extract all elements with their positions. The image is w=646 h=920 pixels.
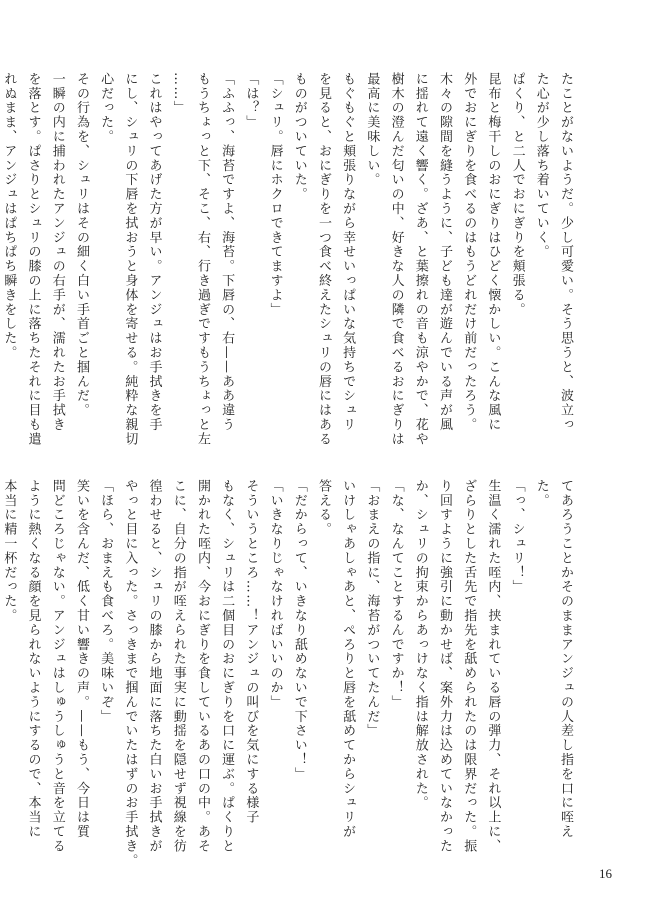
text-line: 昆布と梅干しのおにぎりはひどく懐かしい。こんな風に — [485, 72, 501, 432]
bottom-text-block — [1, 479, 577, 868]
text-line: にし、シュリの下唇を拭おうと身体を寄せる。純粋な親切 — [122, 72, 138, 447]
text-line: 笑いを含んだ、低く甘い響きの声。——もう、今日は質 — [73, 479, 89, 839]
text-line: か、シュリの拘束からあっけなく指は解放された。 — [412, 479, 428, 811]
text-line: 「ふふっ、海苔ですよ、海苔。下唇の、右——ああ違う — [219, 72, 235, 432]
text-line: いけしゃあしゃあと、ぺろりと唇を舐めてからシュリが — [340, 479, 356, 839]
top-text-block — [1, 72, 577, 450]
text-line: 問どころじゃない。アンジュはしゅうしゅうと音を立てる — [49, 479, 65, 854]
text-line: 木々の隙間を縫うように、子ども達が遊んでいる声が風 — [436, 72, 452, 432]
text-line: こに、自分の指が咥えられた事実に動揺を隠せず視線を彷 — [170, 479, 186, 854]
text-line: 外でおにぎりを食べるのはもうどれだけ前だったろう。 — [461, 72, 477, 432]
text-line: 開かれた咥内、今おにぎりを食しているあの口の中。あそ — [194, 479, 210, 854]
text-line: ……」 — [170, 72, 186, 116]
text-line: 樹木の澄んだ匂いの中、好きな人の隣で食べるおにぎりは — [388, 72, 404, 447]
text-line: 「シュリ。唇にホクロできてますよ」 — [267, 72, 283, 317]
text-line: もぐもぐと頬張りながら幸せいっぱいな気持ちでシュリ — [340, 72, 356, 432]
text-line: 答える。 — [315, 479, 331, 537]
text-line: ざらりとした舌先で指先を舐められたのは限界だった。振 — [461, 479, 477, 854]
text-line: もなく、シュリは二個目のおにぎりを口に運ぶ。ぱくりと — [219, 479, 235, 854]
text-line: 「な、なんてことするんですか！」 — [388, 479, 404, 710]
text-line: その行為を、シュリはその細く白い手首ごと掴んだ。 — [73, 72, 89, 418]
text-line: ぱくり、と二人でおにぎりを頬張る。 — [509, 72, 525, 317]
text-line: てあろうことかそのままアンジュの人差し指を口に咥え — [558, 479, 573, 839]
text-line: 「いきなりじゃなければいいのか」 — [267, 479, 283, 710]
text-line: り回すように強引に動かせば、案外力は込めていなかった — [436, 479, 452, 854]
text-line: そういうところ……！アンジュの叫びを気にする様子 — [243, 479, 259, 825]
text-line: た心が少し落ち着いていく。 — [533, 72, 549, 260]
text-line: やっと目に入った。さっきまで掴んでいたはずのお手拭き。 — [122, 479, 138, 868]
text-line: を落とす。ぱさりとシュリの膝の上に落ちたそれに目も遣 — [25, 72, 41, 447]
text-line: これはやってあげた方が早い。アンジュはお手拭きを手 — [146, 72, 162, 432]
text-line: 徨わせると、シュリの膝から地面に落ちた白いお手拭きが — [146, 479, 162, 854]
text-line: 本当に精一杯だった。 — [1, 479, 17, 623]
page-number: 16 — [599, 866, 612, 881]
text-line: もうちょっと下、そこ、右、行き過ぎですもうちょっと左 — [194, 72, 210, 447]
text-line: たことがないようだ。少し可愛い。そう思うと、波立っ — [558, 72, 573, 432]
text-line: れぬまま、アンジュはぱちぱち瞬きをした。 — [1, 72, 17, 360]
text-line: 最高に美味しい。 — [364, 72, 380, 188]
text-line: 「は？」 — [243, 72, 259, 130]
text-line: 「おまえの指に、海苔がついてたんだ」 — [364, 479, 380, 739]
text-line: 心だった。 — [98, 72, 114, 144]
text-line: を見ると、おにぎりを一つ食べ終えたシュリの唇にはある — [315, 72, 331, 447]
text-line: 「っ、シュリ！」 — [509, 479, 525, 595]
text-line: 「ほら、おまえも食べろ。美味いぞ」 — [98, 479, 114, 724]
text-line: 生温く濡れた咥内、挟まれている唇の弾力、それ以上に、 — [485, 479, 501, 854]
text-line: ものがついていた。 — [291, 72, 307, 202]
text-line: ように熱くなる顔を見られないようにするので、本当に — [25, 479, 41, 839]
text-line: 「だからって、いきなり舐めないで下さい！」 — [291, 479, 307, 782]
text-line: た。 — [533, 479, 549, 508]
text-line: に揺れて遠く響く。ざあ、と葉擦れの音も涼やかで、花や — [412, 72, 428, 447]
text-line: 一瞬の内に捕われたアンジュの右手が、濡れたお手拭き — [49, 72, 65, 432]
